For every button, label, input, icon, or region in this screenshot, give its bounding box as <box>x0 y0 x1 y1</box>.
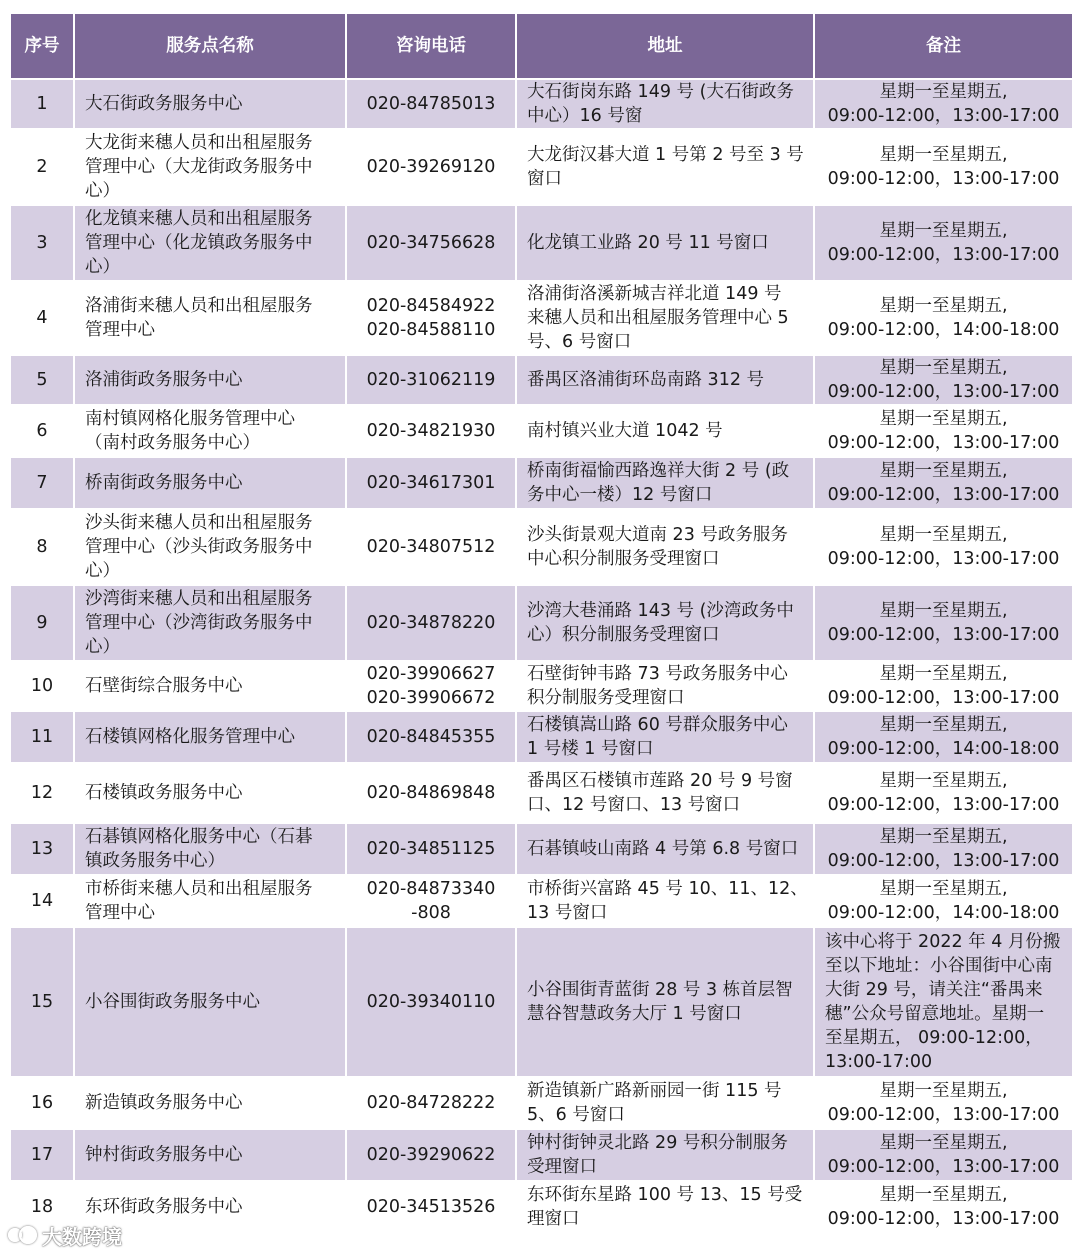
cell-address <box>516 355 814 405</box>
cell-note-line: 09:00-12:00，13:00-17:00 <box>827 169 1060 189</box>
table-row <box>10 823 1073 875</box>
cell-name-line: 沙头街来穗人员和出租屋服务 <box>85 513 313 533</box>
cell-address-line: 理窗口 <box>527 1209 580 1229</box>
cell-note-line: 09:00-12:00，13:00-17:00 <box>827 1105 1060 1125</box>
cell-note-line: 09:00-12:00，13:00-17:00 <box>827 1157 1060 1177</box>
cell-note-line: 该中心将于 2022 年 4 月份搬 <box>825 932 1061 952</box>
cell-phone <box>346 823 516 875</box>
cell-no: 10 <box>10 661 74 711</box>
cell-phone-line: 020-39290622 <box>366 1145 496 1165</box>
table-row <box>10 405 1073 457</box>
cell-phone-line: 020-31062119 <box>366 370 496 390</box>
header-no: 序号 <box>10 13 74 79</box>
cell-name-line: 市桥街来穗人员和出租屋服务 <box>85 879 313 899</box>
cell-no: 5 <box>10 355 74 405</box>
cell-phone-line: 020-34756628 <box>366 233 496 253</box>
cell-address-line: 番禺区洛浦街环岛南路 312 号 <box>527 370 765 390</box>
cell-address-line: 号、6 号窗口 <box>527 332 632 352</box>
cell-name-line: 管理中心 <box>85 320 155 340</box>
table-row <box>10 281 1073 355</box>
cell-address <box>516 711 814 763</box>
cell-name-line: 心） <box>85 257 120 277</box>
cell-phone-line: 020-39906627 <box>366 664 496 684</box>
cell-name <box>74 405 346 457</box>
cell-phone <box>346 875 516 927</box>
cell-phone-line: 020-34617301 <box>366 473 496 493</box>
cell-address-line: 钟村街钟灵北路 29 号积分制服务 <box>527 1133 788 1153</box>
cell-phone-line: 020-84728222 <box>366 1093 496 1113</box>
cell-name <box>74 129 346 205</box>
cell-note-line: 穗”公众号留意地址。星期一 <box>825 1004 1045 1024</box>
cell-address <box>516 1181 814 1233</box>
cell-phone-line: 020-84873340 <box>366 879 496 899</box>
cell-name <box>74 355 346 405</box>
cell-note-line: 09:00-12:00，14:00-18:00 <box>827 903 1060 923</box>
cell-phone <box>346 405 516 457</box>
cell-note-line: 星期一至星期五, <box>879 82 1008 102</box>
cell-address <box>516 763 814 823</box>
cell-name-line: 心） <box>85 561 120 581</box>
cell-address-line: 桥南街福愉西路逸祥大街 2 号 (政 <box>527 461 790 481</box>
cell-note-line: 星期一至星期五, <box>879 461 1008 481</box>
cell-no: 12 <box>10 763 74 823</box>
cell-note-line: 星期一至星期五, <box>879 409 1008 429</box>
cell-no: 18 <box>10 1181 74 1233</box>
cell-phone-line: 020-34821930 <box>366 421 496 441</box>
table-row <box>10 875 1073 927</box>
cell-phone <box>346 355 516 405</box>
cell-note <box>814 763 1073 823</box>
cell-no: 17 <box>10 1129 74 1181</box>
cell-name-line: 镇政务服务中心） <box>85 851 225 871</box>
cell-note-line: 星期一至星期五, <box>879 221 1008 241</box>
cell-name-line: 心） <box>85 181 120 201</box>
cell-note-line: 大街 29 号，请关注“番禺来 <box>825 980 1043 1000</box>
cell-note <box>814 281 1073 355</box>
cell-phone <box>346 1181 516 1233</box>
cell-no: 1 <box>10 79 74 129</box>
cell-note-line: 09:00-12:00，13:00-17:00 <box>827 106 1060 126</box>
cell-no: 4 <box>10 281 74 355</box>
cell-name <box>74 763 346 823</box>
cell-phone-line: 020-84845355 <box>366 727 496 747</box>
cell-name <box>74 875 346 927</box>
cell-note-line: 星期一至星期五, <box>879 771 1008 791</box>
cell-note <box>814 823 1073 875</box>
cell-address-line: 务中心一楼）12 号窗口 <box>527 485 713 505</box>
cell-address-line: 口、12 号窗口、13 号窗口 <box>527 795 741 815</box>
table-header-row <box>10 13 1073 79</box>
cell-address-line: 小谷围街青蓝街 28 号 3 栋首层智 <box>527 980 793 1000</box>
cell-name-line: 管理中心（沙湾街政务服务中 <box>85 613 313 633</box>
cell-address-line: 慧谷智慧政务大厅 1 号窗口 <box>527 1004 742 1024</box>
cell-phone <box>346 129 516 205</box>
cell-name-line: 钟村街政务服务中心 <box>85 1145 243 1165</box>
cell-phone <box>346 457 516 509</box>
cell-address-line: 1 号楼 1 号窗口 <box>527 739 654 759</box>
cell-name-line: 管理中心（沙头街政务服务中 <box>85 537 313 557</box>
cell-address-line: 沙湾大巷涌路 143 号 (沙湾政务中 <box>527 601 794 621</box>
cell-name <box>74 79 346 129</box>
cell-phone <box>346 1129 516 1181</box>
table-row <box>10 927 1073 1077</box>
cell-phone <box>346 585 516 661</box>
cell-note <box>814 585 1073 661</box>
cell-address-line: 新造镇新广路新丽园一街 115 号 <box>527 1081 782 1101</box>
cell-name-line: 心） <box>85 637 120 657</box>
cell-phone-line: 020-39269120 <box>366 157 496 177</box>
table-body <box>10 79 1073 1233</box>
table-row <box>10 79 1073 129</box>
cell-name-line: 石楼镇政务服务中心 <box>85 783 243 803</box>
cell-phone-line: 020-84869848 <box>366 783 496 803</box>
cell-note-line: 09:00-12:00，13:00-17:00 <box>827 688 1060 708</box>
cell-phone <box>346 205 516 281</box>
cell-phone <box>346 927 516 1077</box>
cell-phone-line: 020-34878220 <box>366 613 496 633</box>
cell-name <box>74 509 346 585</box>
cell-note <box>814 1129 1073 1181</box>
cell-address-line: 南村镇兴业大道 1042 号 <box>527 421 723 441</box>
cell-name <box>74 1077 346 1129</box>
cell-name-line: 石壁街综合服务中心 <box>85 676 243 696</box>
cell-note-line: 星期一至星期五, <box>879 1081 1008 1101</box>
cell-address-line: 石楼镇嵩山路 60 号群众服务中心 <box>527 715 788 735</box>
cell-address-line: 大龙街汉碁大道 1 号第 2 号至 3 号 <box>527 145 804 165</box>
cell-phone-line: 020-34851125 <box>366 839 496 859</box>
cell-address <box>516 1129 814 1181</box>
cell-address <box>516 405 814 457</box>
table-row <box>10 205 1073 281</box>
cell-note-line: 星期一至星期五, <box>879 879 1008 899</box>
cell-no: 13 <box>10 823 74 875</box>
cell-note-line: 09:00-12:00，13:00-17:00 <box>827 245 1060 265</box>
cell-phone <box>346 1077 516 1129</box>
cell-note-line: 星期一至星期五, <box>879 715 1008 735</box>
cell-no: 11 <box>10 711 74 763</box>
cell-address-line: 5、6 号窗口 <box>527 1105 625 1125</box>
cell-address <box>516 875 814 927</box>
cell-address-line: 化龙镇工业路 20 号 11 号窗口 <box>527 233 769 253</box>
cell-name-line: 东环街政务服务中心 <box>85 1197 243 1217</box>
brand-logo-icon <box>8 1224 36 1246</box>
cell-name <box>74 205 346 281</box>
cell-address-line: 东环街东星路 100 号 13、15 号受 <box>527 1185 803 1205</box>
cell-name-line: （南村政务服务中心） <box>85 433 260 453</box>
cell-note-line: 09:00-12:00，13:00-17:00 <box>827 851 1060 871</box>
cell-no: 6 <box>10 405 74 457</box>
cell-phone <box>346 509 516 585</box>
cell-note-line: 09:00-12:00，13:00-17:00 <box>827 549 1060 569</box>
cell-phone <box>346 711 516 763</box>
cell-note <box>814 355 1073 405</box>
cell-note <box>814 129 1073 205</box>
cell-phone-line: 020-34513526 <box>366 1197 496 1217</box>
cell-name <box>74 1129 346 1181</box>
cell-no: 15 <box>10 927 74 1077</box>
cell-note-line: 星期一至星期五, <box>879 1133 1008 1153</box>
cell-name <box>74 711 346 763</box>
cell-address-line: 洛浦街洛溪新城吉祥北道 149 号 <box>527 284 782 304</box>
cell-note <box>814 405 1073 457</box>
cell-name <box>74 661 346 711</box>
cell-note <box>814 457 1073 509</box>
cell-name <box>74 457 346 509</box>
cell-phone <box>346 661 516 711</box>
cell-note-line: 09:00-12:00，13:00-17:00 <box>827 433 1060 453</box>
cell-note-line: 至以下地址：小谷围街中心南 <box>825 956 1053 976</box>
table-row <box>10 661 1073 711</box>
cell-note-line: 至星期五， 09:00-12:00， <box>825 1028 1043 1048</box>
cell-no: 14 <box>10 875 74 927</box>
cell-address <box>516 205 814 281</box>
table-row <box>10 711 1073 763</box>
cell-address-line: 中心）16 号窗 <box>527 106 643 126</box>
cell-note-line: 星期一至星期五, <box>879 525 1008 545</box>
cell-no: 2 <box>10 129 74 205</box>
cell-note-line: 星期一至星期五, <box>879 601 1008 621</box>
header-name: 服务点名称 <box>74 13 346 79</box>
cell-note <box>814 661 1073 711</box>
cell-note-line: 09:00-12:00，13:00-17:00 <box>827 795 1060 815</box>
cell-name-line: 石楼镇网格化服务管理中心 <box>85 727 295 747</box>
cell-no: 3 <box>10 205 74 281</box>
cell-note-line: 13:00-17:00 <box>825 1052 933 1072</box>
cell-name <box>74 823 346 875</box>
cell-address-line: 石碁镇岐山南路 4 号第 6.8 号窗口 <box>527 839 799 859</box>
cell-note <box>814 509 1073 585</box>
cell-name-line: 小谷围街政务服务中心 <box>85 992 260 1012</box>
cell-name-line: 南村镇网格化服务管理中心 <box>85 409 295 429</box>
cell-address <box>516 823 814 875</box>
watermark-text: 大数跨境 <box>42 1224 122 1249</box>
cell-note-line: 星期一至星期五, <box>879 145 1008 165</box>
table-row <box>10 763 1073 823</box>
cell-address <box>516 661 814 711</box>
cell-phone-line: 020-39906672 <box>366 688 496 708</box>
cell-note <box>814 79 1073 129</box>
cell-name-line: 石碁镇网格化服务中心（石碁 <box>85 827 313 847</box>
cell-name-line: 新造镇政务服务中心 <box>85 1093 243 1113</box>
cell-address-line: 番禺区石楼镇市莲路 20 号 9 号窗 <box>527 771 793 791</box>
cell-address <box>516 281 814 355</box>
cell-address-line: 积分制服务受理窗口 <box>527 688 685 708</box>
cell-name-line: 桥南街政务服务中心 <box>85 473 243 493</box>
cell-note-line: 09:00-12:00，13:00-17:00 <box>827 382 1060 402</box>
cell-name-line: 大龙街来穗人员和出租屋服务 <box>85 133 313 153</box>
cell-name <box>74 585 346 661</box>
cell-no: 8 <box>10 509 74 585</box>
cell-note <box>814 205 1073 281</box>
cell-address-line: 窗口 <box>527 169 562 189</box>
cell-note-line: 星期一至星期五, <box>879 296 1008 316</box>
table-row <box>10 355 1073 405</box>
table-row <box>10 509 1073 585</box>
cell-phone-line: 020-84785013 <box>366 94 496 114</box>
cell-name-line: 沙湾街来穗人员和出租屋服务 <box>85 589 313 609</box>
cell-name-line: 大石街政务服务中心 <box>85 94 243 114</box>
table-row <box>10 129 1073 205</box>
cell-name-line: 管理中心（大龙街政务服务中 <box>85 157 313 177</box>
cell-note <box>814 1181 1073 1233</box>
cell-address <box>516 927 814 1077</box>
cell-address <box>516 79 814 129</box>
cell-address <box>516 129 814 205</box>
cell-address-line: 大石街岗东路 149 号 (大石街政务 <box>527 82 794 102</box>
cell-note <box>814 927 1073 1077</box>
cell-note-line: 09:00-12:00，14:00-18:00 <box>827 739 1060 759</box>
cell-name-line: 洛浦街来穗人员和出租屋服务 <box>85 296 313 316</box>
header-note: 备注 <box>814 13 1073 79</box>
cell-note <box>814 1077 1073 1129</box>
cell-name-line: 管理中心 <box>85 903 155 923</box>
cell-note-line: 星期一至星期五, <box>879 664 1008 684</box>
header-phone: 咨询电话 <box>346 13 516 79</box>
cell-address <box>516 509 814 585</box>
table-row <box>10 1181 1073 1233</box>
cell-address-line: 来穗人员和出租屋服务管理中心 5 <box>527 308 789 328</box>
cell-address-line: 沙头街景观大道南 23 号政务服务 <box>527 525 788 545</box>
cell-address <box>516 457 814 509</box>
table-row <box>10 1077 1073 1129</box>
cell-phone-line: 020-84588110 <box>366 320 496 340</box>
cell-note-line: 09:00-12:00，13:00-17:00 <box>827 625 1060 645</box>
cell-address-line: 中心积分制服务受理窗口 <box>527 549 720 569</box>
cell-address-line: 市桥街兴富路 45 号 10、11、12、 <box>527 879 808 899</box>
watermark <box>8 1222 122 1248</box>
cell-note-line: 09:00-12:00，13:00-17:00 <box>827 1209 1060 1229</box>
cell-name <box>74 281 346 355</box>
service-points-table <box>9 12 1074 1234</box>
cell-phone-line: 020-84584922 <box>366 296 496 316</box>
cell-address-line: 受理窗口 <box>527 1157 597 1177</box>
cell-name-line: 洛浦街政务服务中心 <box>85 370 243 390</box>
cell-note <box>814 875 1073 927</box>
cell-note-line: 星期一至星期五, <box>879 358 1008 378</box>
cell-address-line: 石壁街钟韦路 73 号政务服务中心 <box>527 664 788 684</box>
cell-phone <box>346 79 516 129</box>
cell-phone-line: -808 <box>411 903 451 923</box>
cell-no: 9 <box>10 585 74 661</box>
cell-name-line: 化龙镇来穗人员和出租屋服务 <box>85 209 313 229</box>
table-row <box>10 457 1073 509</box>
cell-no: 16 <box>10 1077 74 1129</box>
cell-address-line: 心）积分制服务受理窗口 <box>527 625 720 645</box>
cell-name <box>74 927 346 1077</box>
cell-note-line: 09:00-12:00，13:00-17:00 <box>827 485 1060 505</box>
cell-phone-line: 020-34807512 <box>366 537 496 557</box>
cell-no: 7 <box>10 457 74 509</box>
cell-address <box>516 1077 814 1129</box>
cell-note <box>814 711 1073 763</box>
table-row <box>10 585 1073 661</box>
cell-phone-line: 020-39340110 <box>366 992 496 1012</box>
header-address: 地址 <box>516 13 814 79</box>
cell-phone <box>346 281 516 355</box>
cell-address-line: 13 号窗口 <box>527 903 608 923</box>
cell-note-line: 09:00-12:00，14:00-18:00 <box>827 320 1060 340</box>
cell-address <box>516 585 814 661</box>
cell-note-line: 星期一至星期五, <box>879 1185 1008 1205</box>
cell-phone <box>346 763 516 823</box>
cell-note-line: 星期一至星期五, <box>879 827 1008 847</box>
cell-name-line: 管理中心（化龙镇政务服务中 <box>85 233 313 253</box>
table-row <box>10 1129 1073 1181</box>
